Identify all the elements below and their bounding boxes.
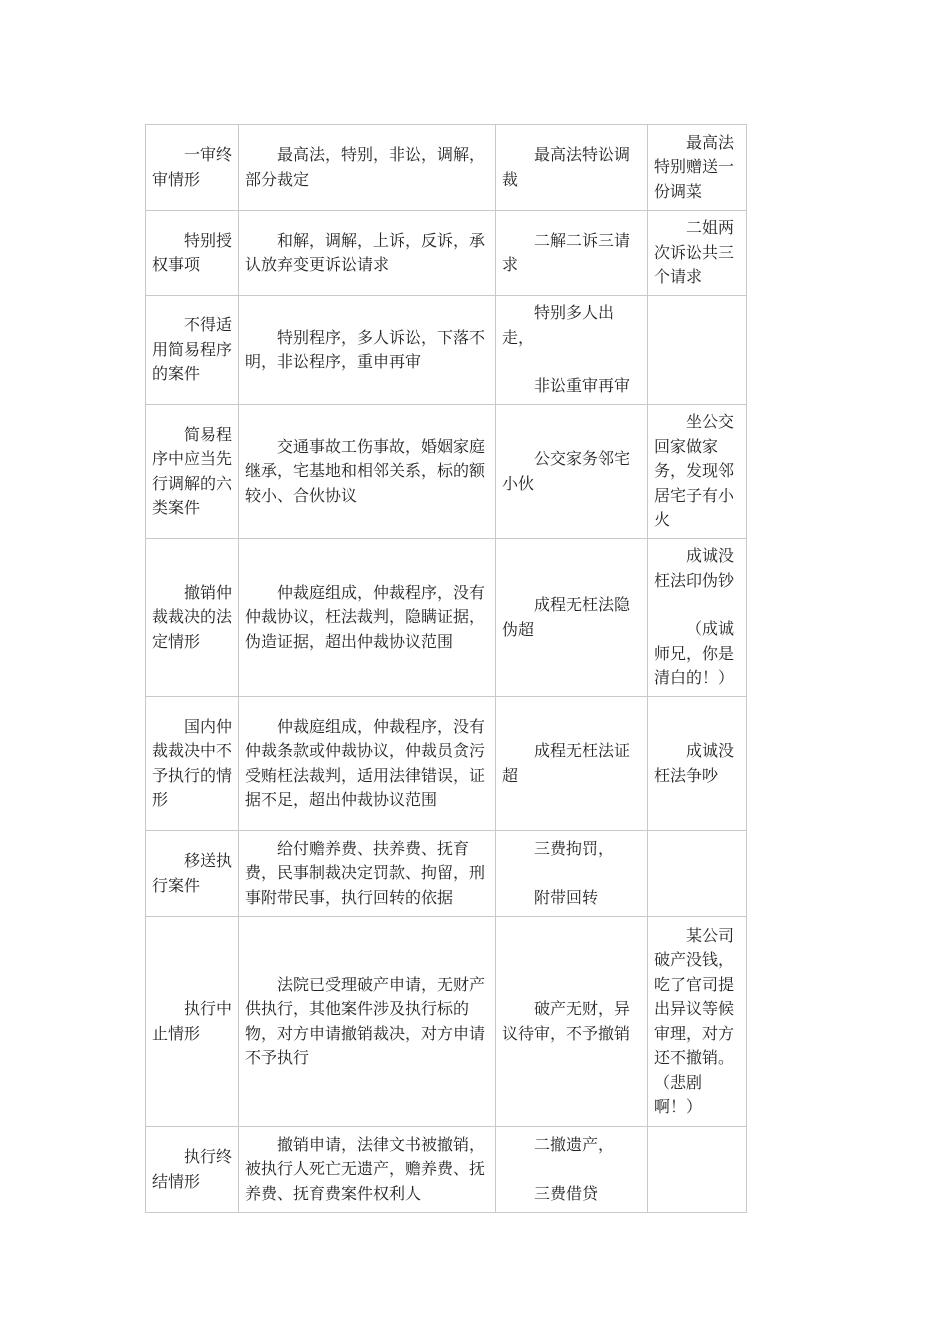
mnemonic-line: 三费拘罚， xyxy=(534,839,615,858)
mnemonic-table xyxy=(145,124,747,1213)
memory-aid-line: 最高法特别赠送一份调菜 xyxy=(654,132,735,201)
memory-aid-line: 成诚没枉法印伪钞 xyxy=(654,546,735,590)
memory-aid-cell xyxy=(648,211,747,296)
memory-aid-cell xyxy=(648,125,747,211)
topic-cell: 一审终审情形 xyxy=(146,125,239,211)
content-cell: 法院已受理破产申请，无财产供执行，其他案件涉及执行标的物，对方申请撤销裁决，对方申请不予执行 xyxy=(239,917,496,1127)
mnemonic-line: 非讼重审再审 xyxy=(534,376,631,396)
table-row xyxy=(146,917,747,1127)
mnemonic-cell xyxy=(496,405,648,539)
content-cell: 给付赡养费、扶养费、抚育费，民事制裁决定罚款、拘留，刑事附带民事，执行回转的依据 xyxy=(239,831,496,917)
topic-cell: 特别授权事项 xyxy=(146,211,239,296)
table-row xyxy=(146,211,747,296)
memory-aid-cell xyxy=(648,539,747,697)
topic-cell: 国内仲裁裁决中不予执行的情形 xyxy=(146,697,239,831)
table-row xyxy=(146,1127,747,1213)
memory-aid-cell xyxy=(648,917,747,1127)
mnemonic-line: 特别多人出走， xyxy=(502,303,615,347)
mnemonic-cell xyxy=(496,125,648,211)
topic-cell: 简易程序中应当先行调解的六类案件 xyxy=(146,405,239,539)
memory-aid-line: 成诚没枉法争吵 xyxy=(654,741,735,785)
topic-cell: 不得适用简易程序的案件 xyxy=(146,296,239,405)
memory-aid-line: 二姐两次诉讼共三个请求 xyxy=(654,218,735,287)
content-cell: 交通事故工伤事故，婚姻家庭继承，宅基地和相邻关系，标的额较小、合伙协议 xyxy=(239,405,496,539)
memory-aid-cell xyxy=(648,831,747,917)
mnemonic-line: 二解二诉三请求 xyxy=(502,230,631,274)
mnemonic-line: 二撤遗产， xyxy=(534,1135,615,1154)
mnemonic-line: 成程无枉法隐伪超 xyxy=(502,595,631,639)
content-cell: 和解，调解，上诉，反诉，承认放弃变更诉讼请求 xyxy=(239,211,496,296)
mnemonic-line: 最高法特讼调裁 xyxy=(502,145,631,189)
content-cell: 撤销申请，法律文书被撤销，被执行人死亡无遗产，赡养费、抚养费、抚育费案件权利人 xyxy=(239,1127,496,1213)
topic-cell: 撤销仲裁裁决的法定情形 xyxy=(146,539,239,697)
table-row xyxy=(146,831,747,917)
memory-aid-cell xyxy=(648,296,747,405)
memory-aid-line: 坐公交回家做家务，发现邻居宅子有小火 xyxy=(654,412,735,530)
mnemonic-cell xyxy=(496,211,648,296)
content-cell: 最高法，特别，非讼，调解，部分裁定 xyxy=(239,125,496,211)
topic-cell: 执行中止情形 xyxy=(146,917,239,1127)
table-row xyxy=(146,296,747,405)
table-row xyxy=(146,405,747,539)
memory-aid-line: （成诚师兄，你是清白的！） xyxy=(654,619,735,688)
mnemonic-line: 公交家务邻宅小伙 xyxy=(502,449,631,493)
memory-aid-line: 某公司破产没钱，吃了官司提出异议等候审理，对方还不撤销。（悲剧啊！） xyxy=(654,925,735,1116)
table-row xyxy=(146,697,747,831)
content-cell: 仲裁庭组成，仲裁程序，没有仲裁条款或仲裁协议，仲裁员贪污受贿枉法裁判，适用法律错误，证据不足，超出仲裁协议范围 xyxy=(239,697,496,831)
table-row xyxy=(146,125,747,211)
mnemonic-line: 成程无枉法证超 xyxy=(502,741,631,785)
topic-cell: 移送执行案件 xyxy=(146,831,239,917)
mnemonic-line: 破产无财，异议待审，不予撤销 xyxy=(502,999,631,1043)
table-row xyxy=(146,539,747,697)
memory-aid-cell xyxy=(648,697,747,831)
memory-aid-cell xyxy=(648,1127,747,1213)
topic-cell: 执行终结情形 xyxy=(146,1127,239,1213)
mnemonic-line: 附带回转 xyxy=(534,887,599,907)
memory-aid-cell xyxy=(648,405,747,539)
mnemonic-cell xyxy=(496,296,648,405)
mnemonic-cell xyxy=(496,917,648,1127)
mnemonic-cell xyxy=(496,831,648,917)
mnemonic-cell xyxy=(496,539,648,697)
mnemonic-cell xyxy=(496,1127,648,1213)
content-cell: 特别程序，多人诉讼，下落不明，非讼程序，重申再审 xyxy=(239,296,496,405)
mnemonic-cell xyxy=(496,697,648,831)
mnemonic-line: 三费借贷 xyxy=(534,1183,599,1203)
content-cell: 仲裁庭组成，仲裁程序，没有仲裁协议，枉法裁判，隐瞒证据，伪造证据，超出仲裁协议范围 xyxy=(239,539,496,697)
